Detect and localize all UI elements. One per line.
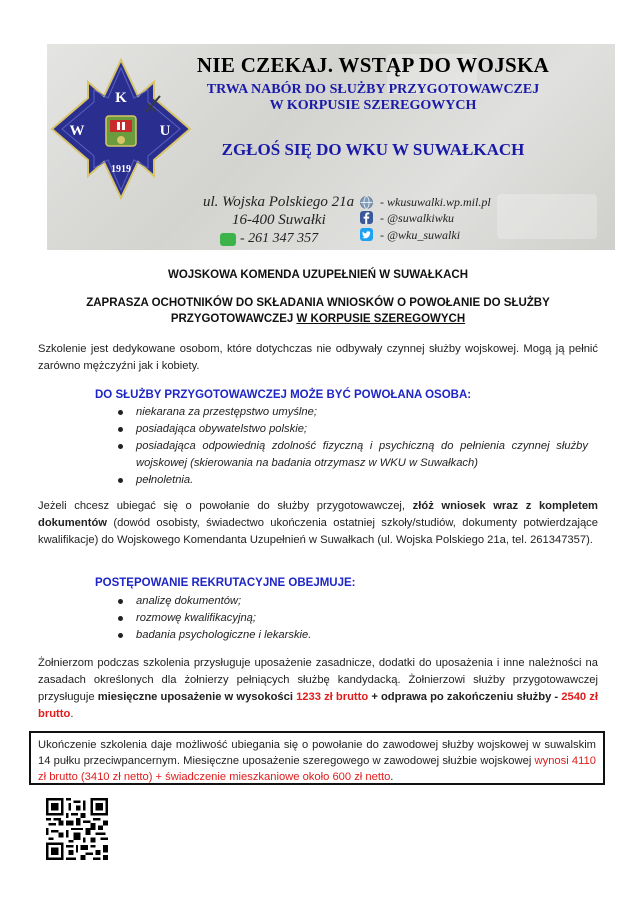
application-bold: złóż wniosek wraz z kompletem dokumentów — [38, 500, 599, 529]
website-link[interactable]: - wkusuwalki.wp.mil.pl — [380, 195, 491, 209]
salary-text: Żołnierzom podczas szkolenia przysługuje uposażenie zasadnicze, dodatki do uposażenia i inne należności na zasadach określonych dla żołnierzy pełniących służbę kandydacką. Żołnierzowi służby przygotowawczej przysługuje — [38, 657, 598, 703]
salary-bold: miesięczne uposażenie w wysokości — [97, 691, 297, 703]
emblem-letter-w: W — [69, 123, 85, 139]
list-item: badania psychologiczne i lekarskie. — [118, 627, 538, 644]
recruitment-heading: POSTĘPOWANIE REKRUTACYJNE OBEJMUJE: — [95, 577, 356, 589]
wku-emblem-icon — [50, 58, 192, 200]
banner-subtitle-line1: TRWA NABÓR DO SŁUŻBY PRZYGOTOWAWCZEJ — [206, 82, 540, 97]
invitation-line2 — [20, 311, 616, 327]
phone-icon — [220, 233, 236, 246]
phone-number[interactable]: - 261 347 357 — [240, 231, 319, 246]
career-salary-text: wynosi 4110 zł brutto (3410 zł netto) + świadczenie mieszkaniowe około 600 zł netto — [38, 755, 596, 783]
list-item: niekarana za przestępstwo umyślne; — [118, 404, 588, 421]
salary-amount: 1233 zł brutto — [296, 691, 369, 703]
main-heading: WOJSKOWA KOMENDA UZUPEŁNIEŃ W SUWAŁKACH — [167, 269, 469, 281]
globe-icon — [360, 196, 373, 209]
severance-text: + odprawa po zakończeniu służby - — [368, 691, 562, 703]
banner-call-to-action: ZGŁOŚ SIĘ DO WKU W SUWAŁKACH — [221, 140, 525, 159]
facebook-icon — [360, 211, 373, 224]
invitation-line2-text: PRZYGOTOWAWCZEJ — [170, 313, 297, 325]
banner-title: NIE CZEKAJ. WSTĄP DO WOJSKA — [196, 53, 550, 77]
application-paragraph — [38, 498, 598, 549]
application-text-end: (dowód osobisty, świadectwo ukończenia ostatniej szkoły/studiów, dokumenty potwierdzające kwalifikacje) do Wojskowego Komendanta Uzupełnień w Suwałkach (ul. Wojska Polskiego 21a, tel. 261347357). — [38, 517, 598, 546]
list-item: pełnoletnia. — [118, 472, 588, 489]
banner-subtitle-line2: W KORPUSIE SZEREGOWYCH — [269, 98, 477, 113]
stone-texture — [497, 194, 597, 239]
career-info-end: . — [390, 771, 394, 783]
banner-subtitle — [183, 82, 563, 114]
list-item: rozmowę kwalifikacyjną; — [118, 610, 538, 627]
intro-paragraph: Szkolenie jest dedykowane osobom, które dotychczas nie odbywały czynnej służby wojskowej. Mogą ją pełnić zarówno mężczyźni jak i kobiety. — [38, 343, 598, 372]
emblem-year: 1919 — [111, 164, 131, 175]
invitation-heading — [20, 295, 616, 327]
facebook-link[interactable]: - @suwalkiwku — [380, 211, 455, 225]
career-info-text: Ukończenie szkolenia daje możliwość ubiegania się o powołanie do zawodowej służby wojskowej w suwalskim 14 pułku przeciwpancernym. Miesięczne uposażenie szeregowego w zawodowej służbie wojskowej — [38, 739, 596, 767]
severance-amount: 2540 zł brutto — [38, 691, 598, 720]
twitter-link[interactable]: - @wku_suwalki — [380, 228, 461, 242]
eligibility-list — [118, 404, 588, 489]
emblem-letter-u: U — [159, 123, 171, 139]
twitter-icon — [360, 228, 373, 241]
invitation-line1: ZAPRASZA OCHOTNIKÓW DO SKŁADANIA WNIOSKÓW O POWOŁANIE DO SŁUŻBY — [86, 297, 550, 309]
invitation-line2-underlined: W KORPUSIE SZEREGOWYCH — [296, 313, 466, 325]
list-item: posiadająca obywatelstwo polskie; — [118, 421, 588, 438]
recruitment-list — [118, 593, 538, 644]
application-text: Jeżeli chcesz ubiegać się o powołanie do służby przygotowawczej, — [38, 500, 413, 512]
list-item: analizę dokumentów; — [118, 593, 538, 610]
salary-paragraph — [38, 655, 598, 723]
address-street: ul. Wojska Polskiego 21a — [203, 194, 355, 210]
eligibility-heading: DO SŁUŻBY PRZYGOTOWAWCZEJ MOŻE BYĆ POWOŁANA OSOBA: — [95, 389, 472, 401]
qr-code-icon[interactable] — [46, 798, 108, 860]
address-city: 16-400 Suwałki — [232, 212, 326, 228]
emblem-letter-k: K — [115, 90, 127, 106]
career-info-box — [29, 731, 605, 785]
list-item: posiadająca odpowiednią zdolność fizyczną i psychiczną do pełnienia czynnej służby wojskowej (skierowania na badania otrzymasz w WKU w Suwałkach) — [118, 438, 588, 472]
salary-end: . — [70, 708, 74, 720]
